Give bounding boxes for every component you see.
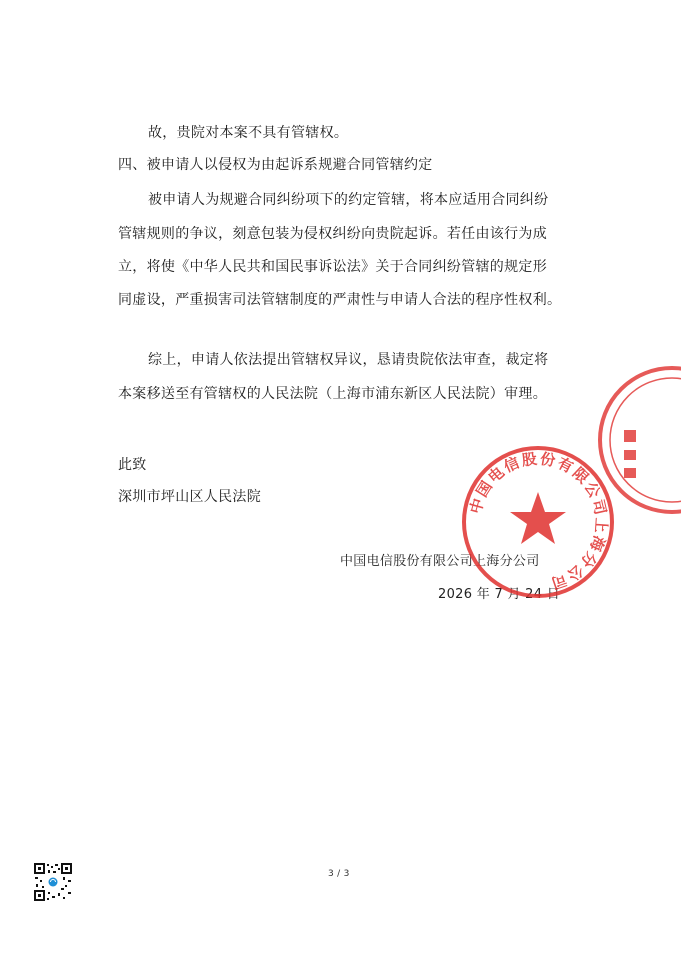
edge-seal-icon: [592, 360, 681, 520]
section-heading: 四、被申请人以侵权为由起诉系规避合同管辖约定: [118, 157, 433, 173]
paragraph-line: 立，将使《中华人民共和国民事诉讼法》关于合同纠纷管辖的规定形: [118, 259, 547, 275]
paragraph-line: 故，贵院对本案不具有管辖权。: [148, 125, 349, 141]
signature-date: 2026 年 7 月 24 日: [438, 587, 561, 602]
recipient-court: 深圳市坪山区人民法院: [118, 489, 261, 505]
qr-code-icon: [33, 862, 73, 902]
signature-company: 中国电信股份有限公司上海分公司: [340, 554, 540, 569]
salutation: 此致: [118, 457, 147, 473]
svg-text:中国电信股份有限公司上海分公司: 中国电信股份有限公司上海分公司: [466, 449, 611, 593]
paragraph-line: 同虚设，严重损害司法管辖制度的严肃性与申请人合法的程序性权利。: [118, 292, 562, 308]
paragraph-line: 被申请人为规避合同纠纷项下的约定管辖，将本应适用合同纠纷: [148, 192, 549, 208]
page-number: 3 / 3: [328, 869, 350, 879]
paragraph-line: 本案移送至有管辖权的人民法院（上海市浦东新区人民法院）审理。: [118, 386, 547, 402]
paragraph-line: 管辖规则的争议，刻意包装为侵权纠纷向贵院起诉。若任由该行为成: [118, 226, 547, 242]
paragraph-line: 综上，申请人依法提出管辖权异议，恳请贵院依法审查，裁定将: [148, 352, 549, 368]
